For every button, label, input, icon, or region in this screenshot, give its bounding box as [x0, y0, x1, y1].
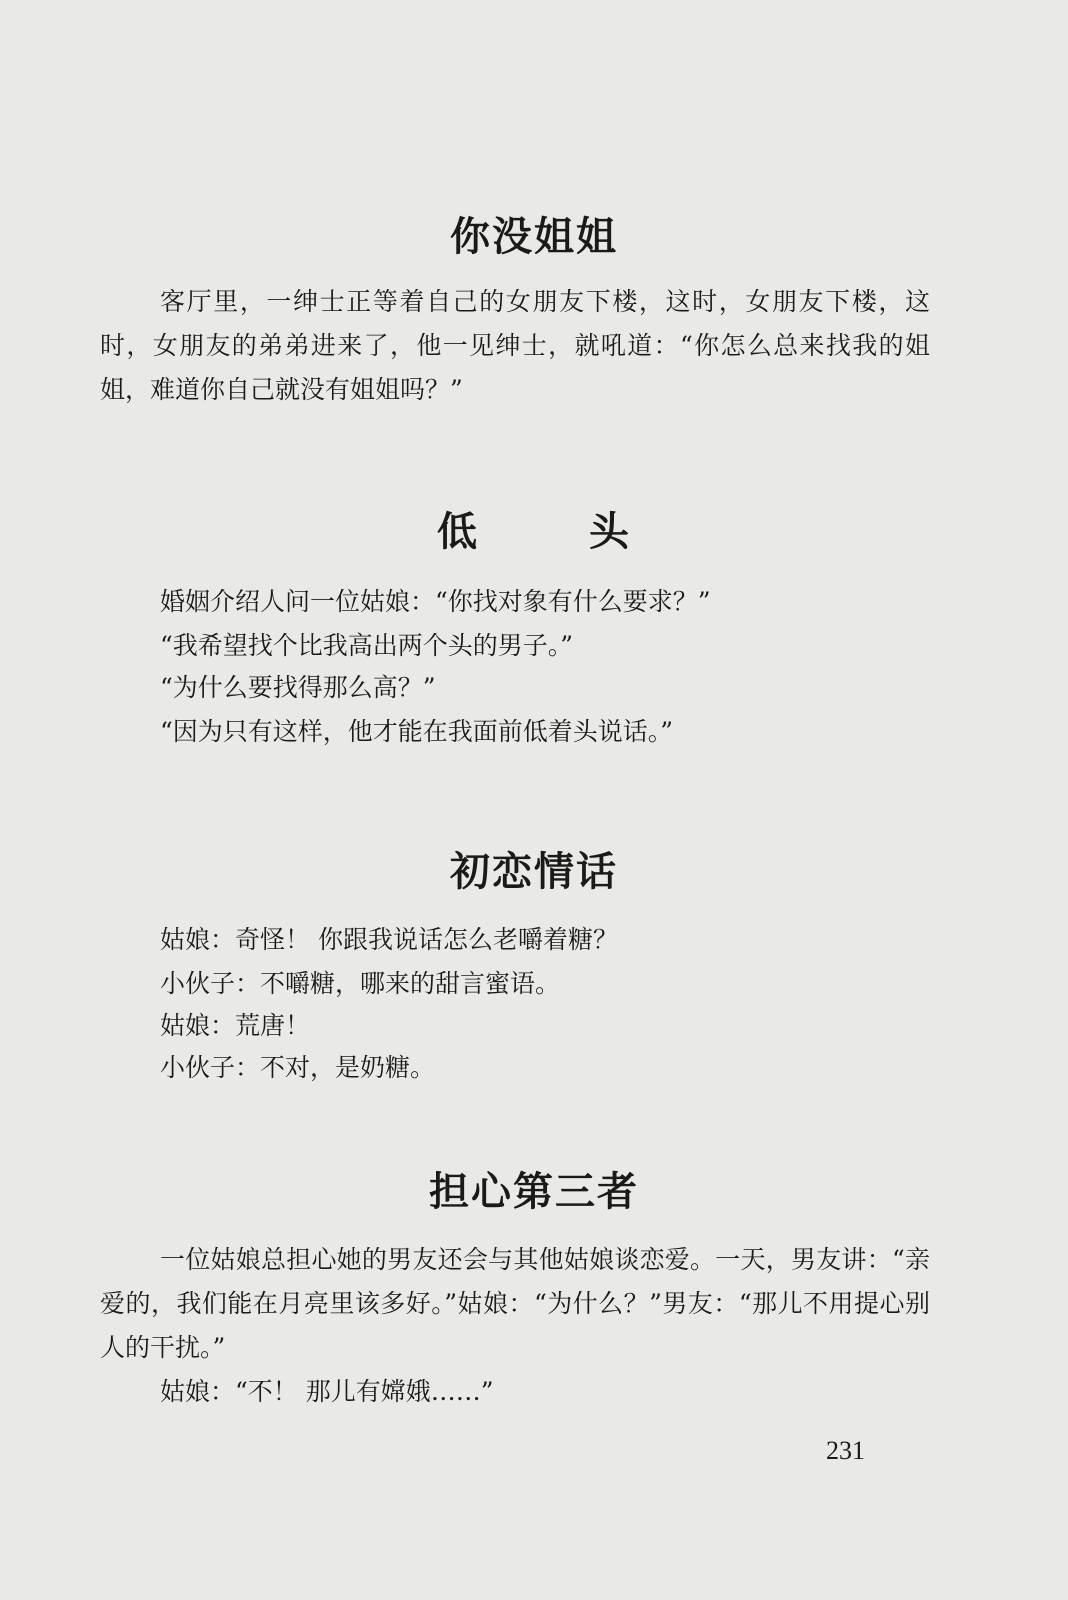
- page-number: 231: [826, 1436, 865, 1465]
- dialogue-line: 小伙子：不对，是奶糖。: [160, 1053, 436, 1082]
- section-title-chulian-qinghua: 初恋情话: [450, 848, 618, 895]
- section-title-di-tou: [0, 500, 1068, 557]
- dialogue-line: 婚姻介绍人问一位姑娘：“你找对象有什么要求？”: [160, 587, 711, 616]
- title-char: 低: [437, 508, 479, 555]
- dialogue-line: 姑娘：荒唐！: [160, 1011, 311, 1040]
- title-char: 头: [589, 508, 631, 555]
- dialogue-line: “因为只有这样，他才能在我面前低着头说话。”: [160, 717, 674, 746]
- dialogue-line: 姑娘：“不！ 那儿有嫦娥……”: [160, 1377, 494, 1406]
- dialogue-line: 小伙子：不嚼糖，哪来的甜言蜜语。: [160, 969, 561, 998]
- dialogue-line: “为什么要找得那么高？”: [160, 673, 436, 702]
- section-title-danxin-disanzhe: 担心第三者: [429, 1168, 639, 1215]
- dialogue-line: 姑娘：奇怪！ 你跟我说话怎么老嚼着糖？: [160, 925, 618, 954]
- section-paragraph: 一位姑娘总担心她的男友还会与其他姑娘谈恋爱。一天，男友讲：“亲爱的，我们能在月亮里该多好。”姑娘：“为什么？”男友：“那儿不用提心别人的干扰。”: [100, 1245, 930, 1362]
- section-title-ni-mei-jiejie: 你没姐姐: [450, 213, 618, 260]
- dialogue-line: “我希望找个比我高出两个头的男子。”: [160, 631, 574, 660]
- section-paragraph: 客厅里，一绅士正等着自己的女朋友下楼，这时，女朋友下楼，这时，女朋友的弟弟进来了，他一见绅士，就吼道：“你怎么总来找我的姐姐，难道你自己就没有姐姐吗？”: [100, 287, 930, 404]
